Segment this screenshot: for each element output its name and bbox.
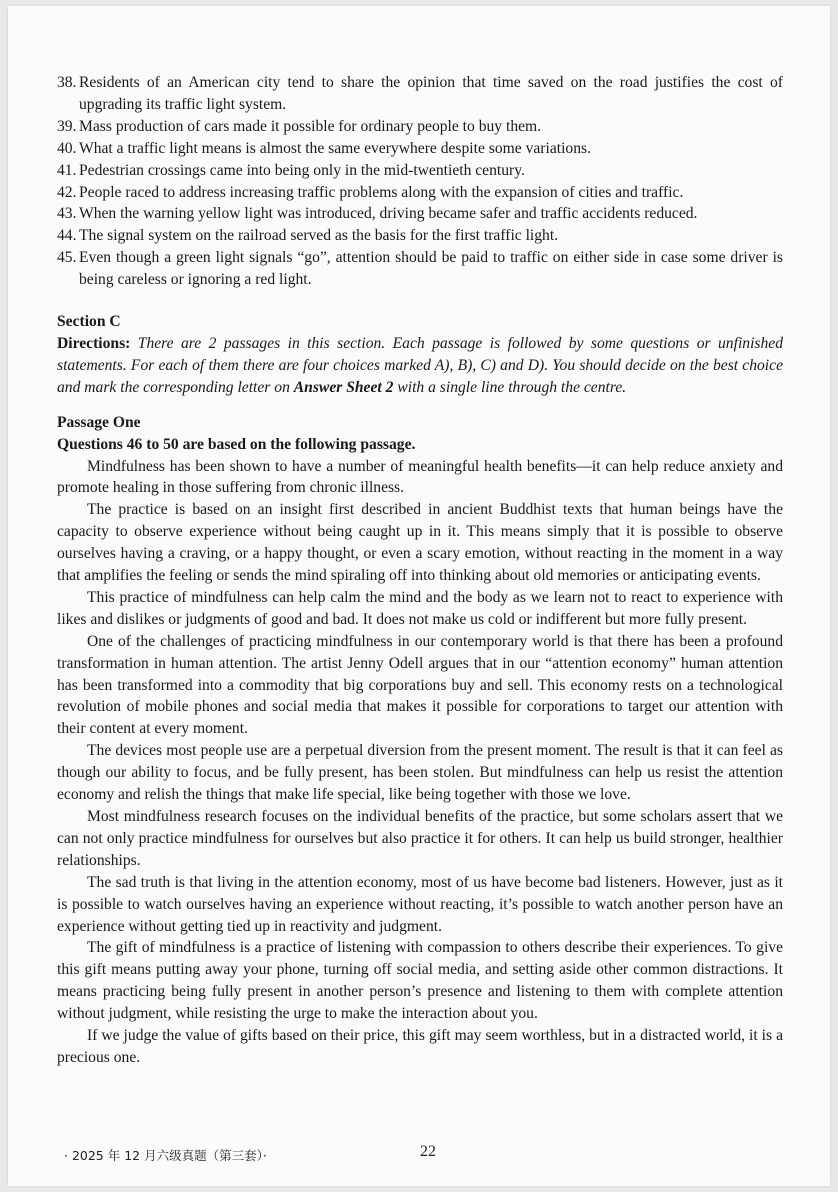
directions-text-end: with a single line through the centre. [397,378,627,396]
page-number: 22 [420,1143,436,1160]
statement-item [57,203,783,225]
passage-paragraph: Most mindfulness research focuses on the individual benefits of the practice, but some scholars assert that we can not only practice mindfulness for ourselves but also practice it for others. It can help us build stronger, healthier relationships. [57,808,783,869]
statement-text: When the warning yellow light was introduced, driving became safer and traffic accidents reduced. [79,205,698,223]
statement-text: People raced to address increasing traffic problems along with the expansion of cities and traffic. [79,183,684,201]
footer-exam-label: · 2025 年 12 月六级真题（第三套）· [64,1148,267,1163]
statement-number: 39. [57,117,77,135]
exam-page [8,6,830,1186]
passage-paragraph: This practice of mindfulness can help calm the mind and the body as we learn not to react to experience with likes and dislikes or judgments of good and bad. It does not make us cold or indifferent but more fully present. [57,588,783,628]
passage-paragraph: One of the challenges of practicing mindfulness in our contemporary world is that there has been a profound transformation in human attention. The artist Jenny Odell argues that in our “attention economy” human attention has been transformed into a commodity that big corporations buy and sell. This economy rests on a technological revolution of mobile phones and social media that makes it possible for corporations to target our attention with their content at every moment. [57,632,783,738]
statement-text: Pedestrian crossings came into being only in the mid-twentieth century. [79,161,525,179]
passage-paragraph: The practice is based on an insight first described in ancient Buddhist texts that human beings have the capacity to observe experience without being caught up in it. This means simply that it is possible to observe ourselves having a craving, or a happy thought, or even a scary emotion, without reacting in the moment in a way that amplifies the feeling or sends the mind spiraling off into thinking about old memories or anticipating events. [57,501,783,585]
statement-text: The signal system on the railroad served as the basis for the first traffic light. [79,227,559,245]
passage-questions-line: Questions 46 to 50 are based on the following passage. [57,435,416,453]
page-content [57,72,783,1069]
statement-item [57,225,783,247]
passage-paragraph: If we judge the value of gifts based on their price, this gift may seem worthless, but in a distracted world, it is a precious one. [57,1027,783,1066]
directions [57,333,783,399]
directions-text: There are 2 passages in this section. Each passage is followed by some questions or unfinished statements. For each of them there are four choices marked A), B), C) and D). You should decide on the best choice and mark the corresponding letter on [57,334,783,396]
statement-text: Even though a green light signals “go”, attention should be paid to traffic on either side in case some driver is being careless or ignoring a red light. [79,249,783,289]
question-list [57,72,783,291]
statement-text: Residents of an American city tend to share the opinion that time saved on the road justifies the cost of upgrading its traffic light system. [79,74,783,113]
statement-number: 42. [57,183,77,201]
passage-paragraph: The devices most people use are a perpetual diversion from the present moment. The result is that it can feel as though our ability to focus, and be fully present, has been stolen. But mindfulness can help us resist the attention economy and relish the things that make life special, like being together with those we love. [57,742,783,804]
passage-paragraph: Mindfulness has been shown to have a number of meaningful health benefits—it can help reduce anxiety and promote healing in those suffering from chronic illness. [57,457,783,497]
passage-paragraph: The sad truth is that living in the attention economy, most of us have become bad listeners. However, just as it is possible to watch ourselves having an experience without reacting, it’s possible to watch another person have an experience without getting tied up in reactivity and judgment. [57,873,783,935]
statement-text: What a traffic light means is almost the same everywhere despite some variations. [79,139,591,157]
directions-label: Directions: [57,334,131,352]
statement-item [57,182,783,204]
statement-item [57,116,783,138]
passage-paragraph: The gift of mindfulness is a practice of listening with compassion to others describe their experiences. To give this gift means putting away your phone, turning off social media, and setting aside other common distractions. It means practicing being fully present in another person’s presence and listening to them with complete attention without judgment, while resisting the urge to make the interaction about you. [57,939,783,1023]
section-title: Section C [57,313,121,331]
statement-number: 40. [57,139,77,157]
statement-item [57,72,783,116]
statement-text: Mass production of cars made it possible for ordinary people to buy them. [79,117,542,135]
statement-number: 44. [57,227,77,245]
statement-item [57,247,783,291]
passage-title: Passage One [57,413,141,431]
statement-item [57,138,783,160]
statement-number: 43. [57,205,77,223]
passage-body [57,456,783,1069]
statement-number: 41. [57,161,77,179]
answer-sheet-reference: Answer Sheet 2 [293,378,394,396]
statement-item [57,160,783,182]
statement-number: 38. [57,74,77,91]
statement-number: 45. [57,249,77,267]
